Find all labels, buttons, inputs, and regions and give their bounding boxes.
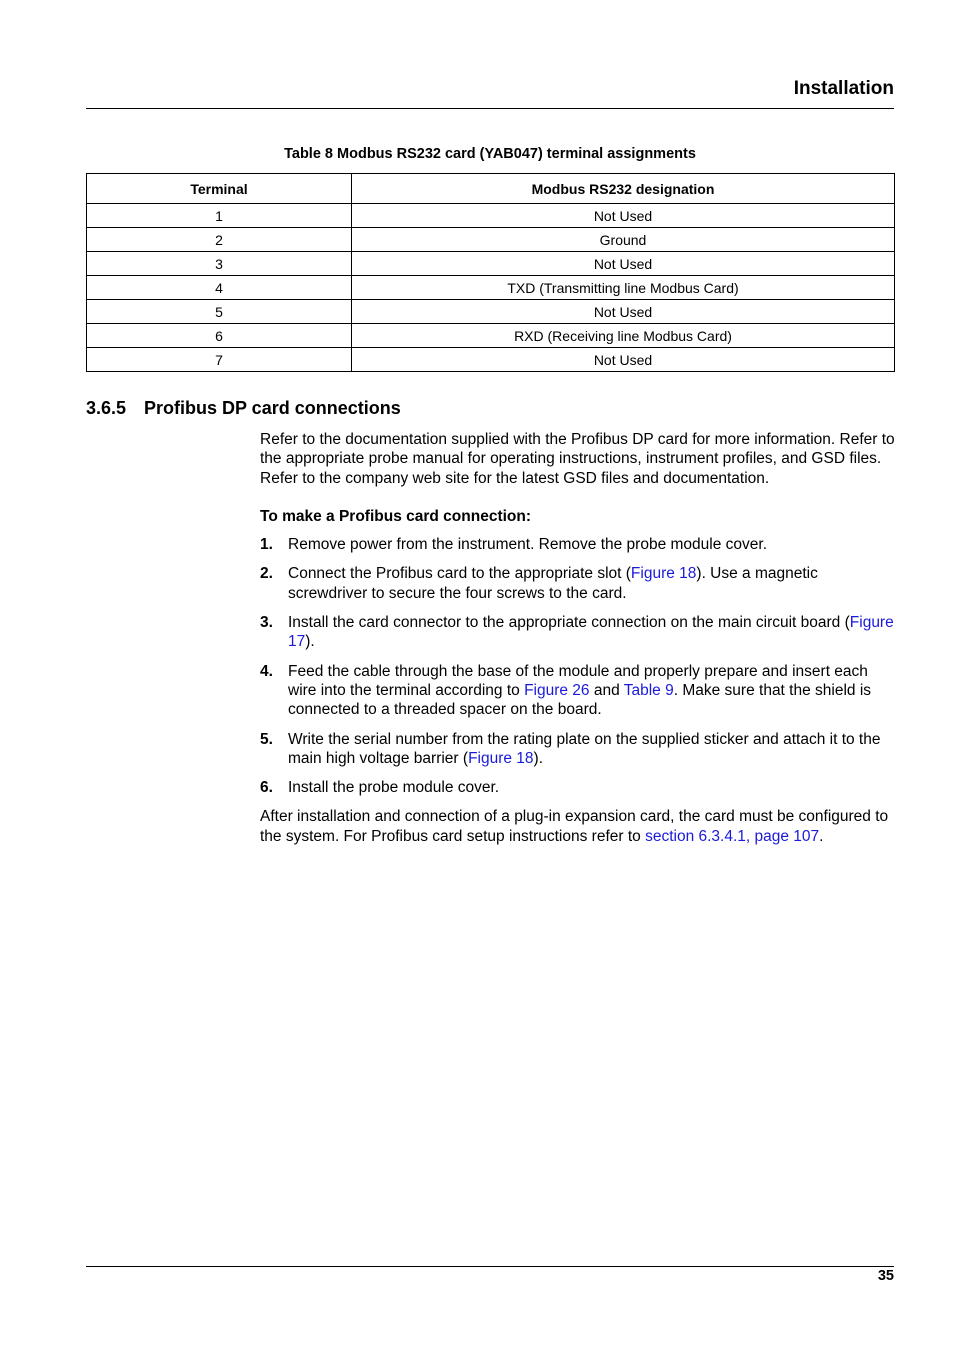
text-run: ). Use a magnetic screwdriver to secure the four screws to the card.: [288, 565, 818, 602]
text-run: ).: [305, 633, 315, 651]
intro-paragraph: Refer to the documentation supplied with the Profibus DP card for more information. Refer to the appropriate probe manual for operating instructions, instrument profiles, and GSD files. Refer to the company web site for the latest GSD files and documentation.: [260, 431, 895, 487]
text-run: Install the card connector to the appropriate connection on the main circuit board (: [288, 614, 850, 632]
text-run: Install the probe module cover.: [288, 779, 500, 797]
column-header-designation: Modbus RS232 designation: [352, 174, 895, 204]
table-header-row: [87, 174, 895, 204]
page-header-title: Installation: [793, 78, 894, 99]
page-number: 35: [877, 1268, 894, 1284]
step-number: 2.: [260, 565, 273, 583]
footer-divider: [86, 1266, 894, 1267]
designation-cell: TXD (Transmitting line Modbus Card): [352, 276, 895, 300]
section-number: 3.6.5: [86, 398, 127, 418]
cross-reference-link[interactable]: Figure 18: [630, 565, 697, 583]
procedure-step: [260, 564, 900, 603]
cross-reference-link[interactable]: Figure 26: [524, 681, 590, 699]
terminal-cell: 5: [87, 300, 352, 324]
section-body: [260, 430, 900, 846]
section-heading: [86, 398, 401, 419]
terminal-cell: 3: [87, 252, 352, 276]
designation-cell: Not Used: [352, 300, 895, 324]
designation-cell: Not Used: [352, 252, 895, 276]
designation-cell: Ground: [352, 228, 895, 252]
table-row: [87, 324, 895, 348]
designation-cell: RXD (Receiving line Modbus Card): [352, 324, 895, 348]
step-number: 6.: [260, 779, 273, 797]
terminal-cell: 1: [87, 204, 352, 228]
procedure-step: [260, 535, 900, 554]
designation-cell: Not Used: [352, 204, 895, 228]
step-number: 1.: [260, 536, 273, 554]
text-run: ).: [533, 749, 544, 767]
text-run: After installation and connection of a plug-in expansion card, the card must be configured to the system. For Profibus card setup instructions refer to: [260, 808, 889, 845]
table-row: [87, 276, 895, 300]
designation-cell: Not Used: [352, 348, 895, 372]
table-caption: Table 8 Modbus RS232 card (YAB047) terminal assignments: [284, 146, 696, 162]
table-row: [87, 228, 895, 252]
cross-reference-link[interactable]: section 6.3.4.1, page 107: [645, 827, 820, 845]
procedure-step: [260, 613, 900, 652]
text-run: and: [589, 681, 624, 699]
table-row: [87, 300, 895, 324]
procedure-step: [260, 662, 900, 720]
text-run: Connect the Profibus card to the appropriate slot (: [288, 565, 631, 583]
terminal-cell: 4: [87, 276, 352, 300]
terminal-cell: 7: [87, 348, 352, 372]
text-run: .: [819, 827, 824, 845]
terminal-cell: 6: [87, 324, 352, 348]
header-divider: [86, 108, 894, 109]
table-row: [87, 252, 895, 276]
text-run: Feed the cable through the base of the module and properly prepare and insert each wire into the terminal according to: [288, 662, 868, 699]
text-run: Remove power from the instrument. Remove the probe module cover.: [288, 536, 768, 554]
procedure-step: [260, 730, 900, 769]
cross-reference-link[interactable]: Figure 17: [288, 614, 894, 651]
step-number: 4.: [260, 662, 273, 680]
table-row: [87, 204, 895, 228]
terminal-assignments-table: [86, 173, 895, 372]
terminal-cell: 2: [87, 228, 352, 252]
cross-reference-link[interactable]: Table 9: [623, 681, 674, 699]
closing-paragraph: [260, 807, 900, 846]
cross-reference-link[interactable]: Figure 18: [468, 749, 534, 767]
procedure-steps: [260, 535, 900, 797]
text-run: Write the serial number from the rating plate on the supplied sticker and attach it to the main high voltage barrier (: [288, 730, 881, 767]
text-run: . Make sure that the shield is connected to a threaded spacer on the board.: [288, 681, 872, 719]
procedure-step: [260, 778, 900, 797]
step-number: 3.: [260, 614, 273, 632]
table-row: [87, 348, 895, 372]
step-number: 5.: [260, 730, 273, 748]
column-header-terminal: Terminal: [87, 174, 352, 204]
section-title-text: Profibus DP card connections: [144, 398, 401, 418]
procedure-heading: To make a Profibus card connection:: [260, 507, 532, 525]
